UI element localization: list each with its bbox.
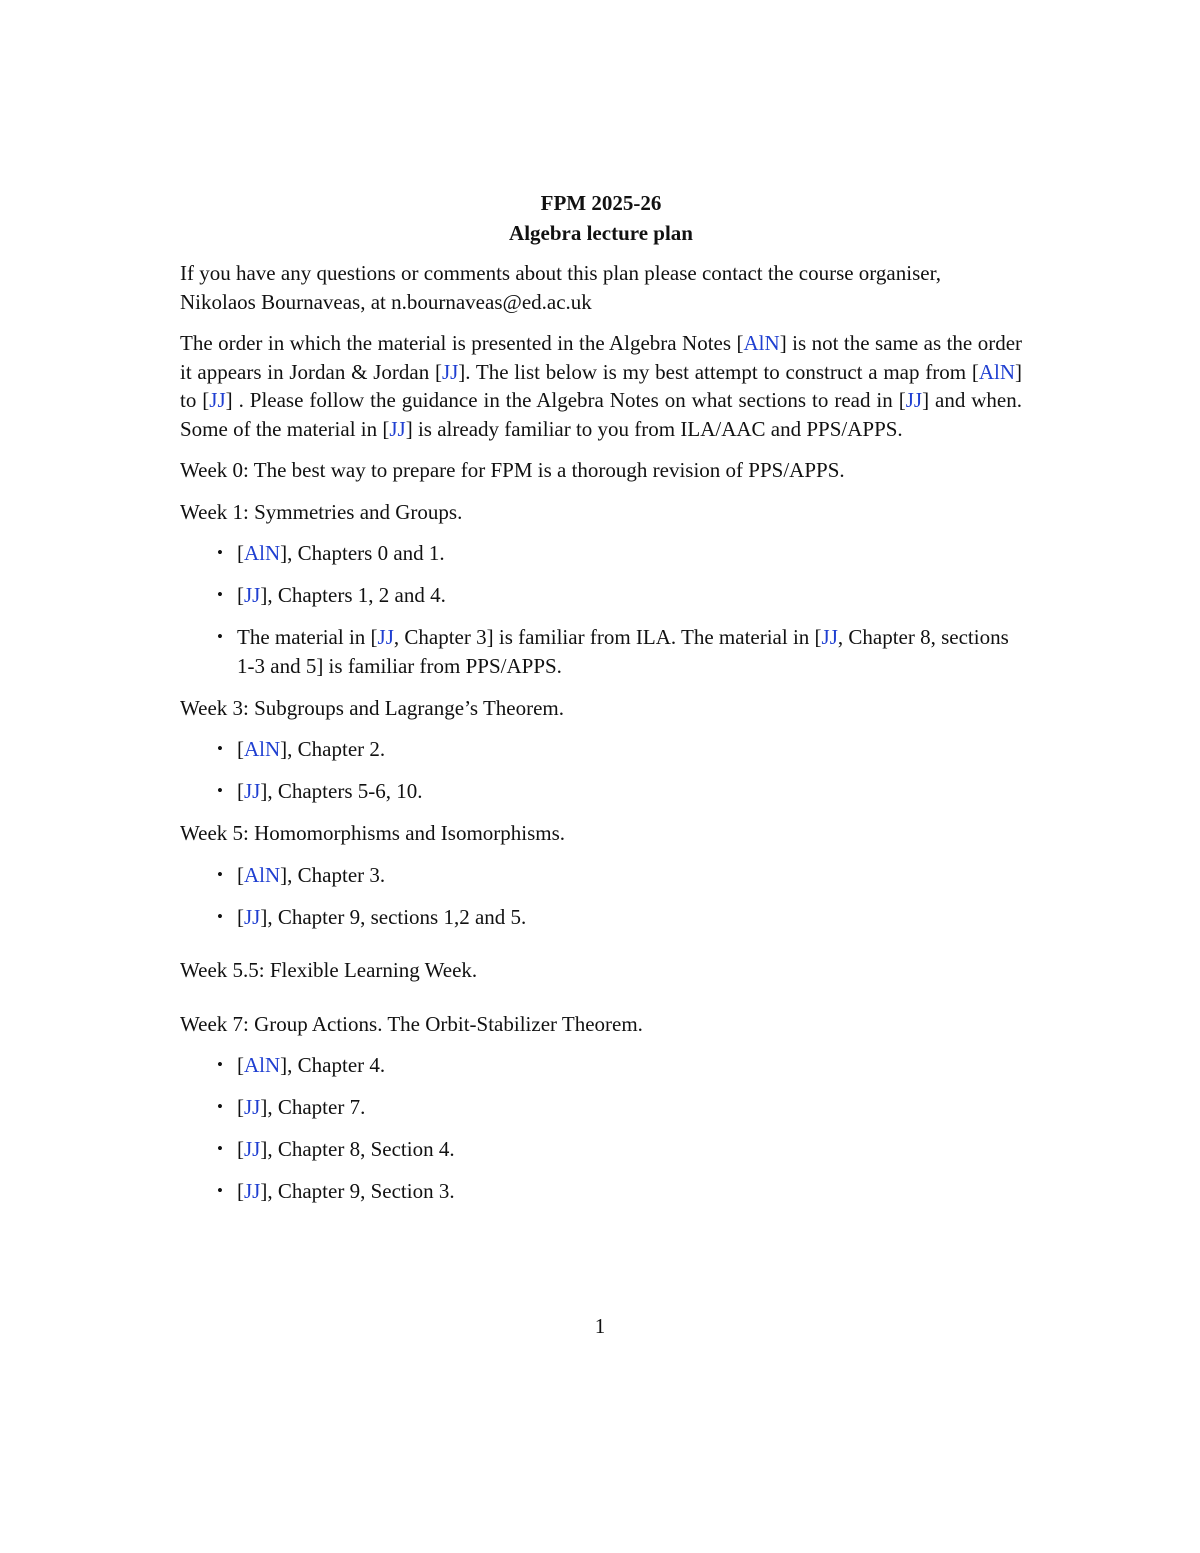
- document-subtitle: Algebra lecture plan: [509, 221, 693, 245]
- ref-link-jj[interactable]: JJ: [244, 904, 261, 929]
- list-item: • [JJ], Chapters 1, 2 and 4.: [180, 581, 1022, 610]
- week-5-heading: Week 5: Homomorphisms and Isomorphisms.: [180, 821, 566, 845]
- week-1-list: [180, 539, 1022, 680]
- bullet-icon: •: [217, 1055, 223, 1074]
- week-5-5-heading: Week 5.5: Flexible Learning Week.: [180, 958, 478, 982]
- week-3-heading: Week 3: Subgroups and Lagrange’s Theorem.: [180, 695, 564, 720]
- ref-link-jj[interactable]: JJ: [377, 625, 394, 649]
- bullet-icon: •: [217, 627, 223, 646]
- bullet-icon: •: [217, 864, 223, 884]
- ref-link-jj[interactable]: JJ: [441, 359, 459, 384]
- week-7-list: [180, 1051, 1022, 1206]
- bullet-icon: •: [217, 1139, 223, 1158]
- ref-link-jj[interactable]: JJ: [389, 416, 406, 441]
- week-1-heading: Week 1: Symmetries and Groups.: [180, 499, 463, 524]
- ref-link-jj[interactable]: JJ: [821, 625, 838, 649]
- list-item: • [JJ], Chapters 5-6, 10.: [180, 777, 1022, 806]
- bullet-icon: •: [217, 1181, 223, 1200]
- ref-link-aln[interactable]: AlN: [978, 359, 1015, 384]
- list-item: • [AlN], Chapters 0 and 1.: [180, 539, 1022, 568]
- list-item: • [JJ], Chapter 9, Section 3.: [180, 1177, 1022, 1206]
- bullet-icon: •: [217, 1097, 223, 1116]
- contact-paragraph: If you have any questions or comments about this plan please contact the course organiser, Nikolaos Bournaveas, at n.bournaveas@ed.ac.uk: [180, 261, 941, 314]
- ref-link-jj[interactable]: JJ: [244, 779, 261, 803]
- ref-link-jj[interactable]: JJ: [244, 1179, 261, 1203]
- list-item: • [JJ], Chapter 9, sections 1,2 and 5.: [180, 903, 1022, 932]
- list-item: • [JJ], Chapter 8, Section 4.: [180, 1135, 1022, 1164]
- bullet-icon: •: [217, 781, 223, 800]
- list-item: • [AlN], Chapter 3.: [180, 861, 1022, 890]
- week-3-list: [180, 735, 1022, 806]
- list-item: • [AlN], Chapter 4.: [180, 1051, 1022, 1080]
- document-title: FPM 2025-26: [540, 191, 662, 215]
- ref-link-aln[interactable]: AlN: [244, 862, 281, 887]
- intro-paragraph: The order in which the material is presented in the Algebra Notes [AlN] is not the same as the order it appears in Jordan & Jordan [JJ]. The list below is my best attempt to construct a map from [AlN] to [JJ] . Please follow the guidance in the Algebra Notes on what sections to read in [JJ] and when. Some of the material in [JJ] is already familiar to you from ILA/AAC and PPS/APPS.: [180, 331, 1023, 441]
- page-content: [180, 188, 1022, 1219]
- ref-link-jj[interactable]: JJ: [244, 1137, 261, 1161]
- ref-link-jj[interactable]: JJ: [209, 388, 226, 412]
- week-7-heading: Week 7: Group Actions. The Orbit-Stabilizer Theorem.: [180, 1011, 643, 1036]
- bullet-icon: •: [217, 739, 223, 758]
- ref-link-aln[interactable]: AlN: [244, 541, 281, 565]
- ref-link-aln[interactable]: AlN: [244, 737, 281, 761]
- bullet-icon: •: [217, 585, 223, 604]
- list-item: • [JJ], Chapter 7.: [180, 1093, 1022, 1122]
- week-0-heading: Week 0: The best way to prepare for FPM is a thorough revision of PPS/APPS.: [180, 458, 845, 482]
- bullet-icon: •: [217, 906, 223, 926]
- ref-link-jj[interactable]: JJ: [244, 583, 261, 607]
- ref-link-jj[interactable]: JJ: [244, 1095, 261, 1119]
- ref-link-aln[interactable]: AlN: [743, 331, 780, 355]
- list-item: • The material in [JJ, Chapter 3] is familiar from ILA. The material in [JJ, Chapter 8, sections 1-3 and 5] is familiar from PPS/APPS.: [217, 625, 1009, 678]
- bullet-icon: •: [217, 543, 223, 562]
- week-5-list: [180, 861, 1022, 932]
- page-number: 1: [594, 1314, 606, 1338]
- ref-link-jj[interactable]: JJ: [905, 388, 923, 412]
- list-item: • [AlN], Chapter 2.: [180, 735, 1022, 764]
- ref-link-aln[interactable]: AlN: [244, 1053, 281, 1077]
